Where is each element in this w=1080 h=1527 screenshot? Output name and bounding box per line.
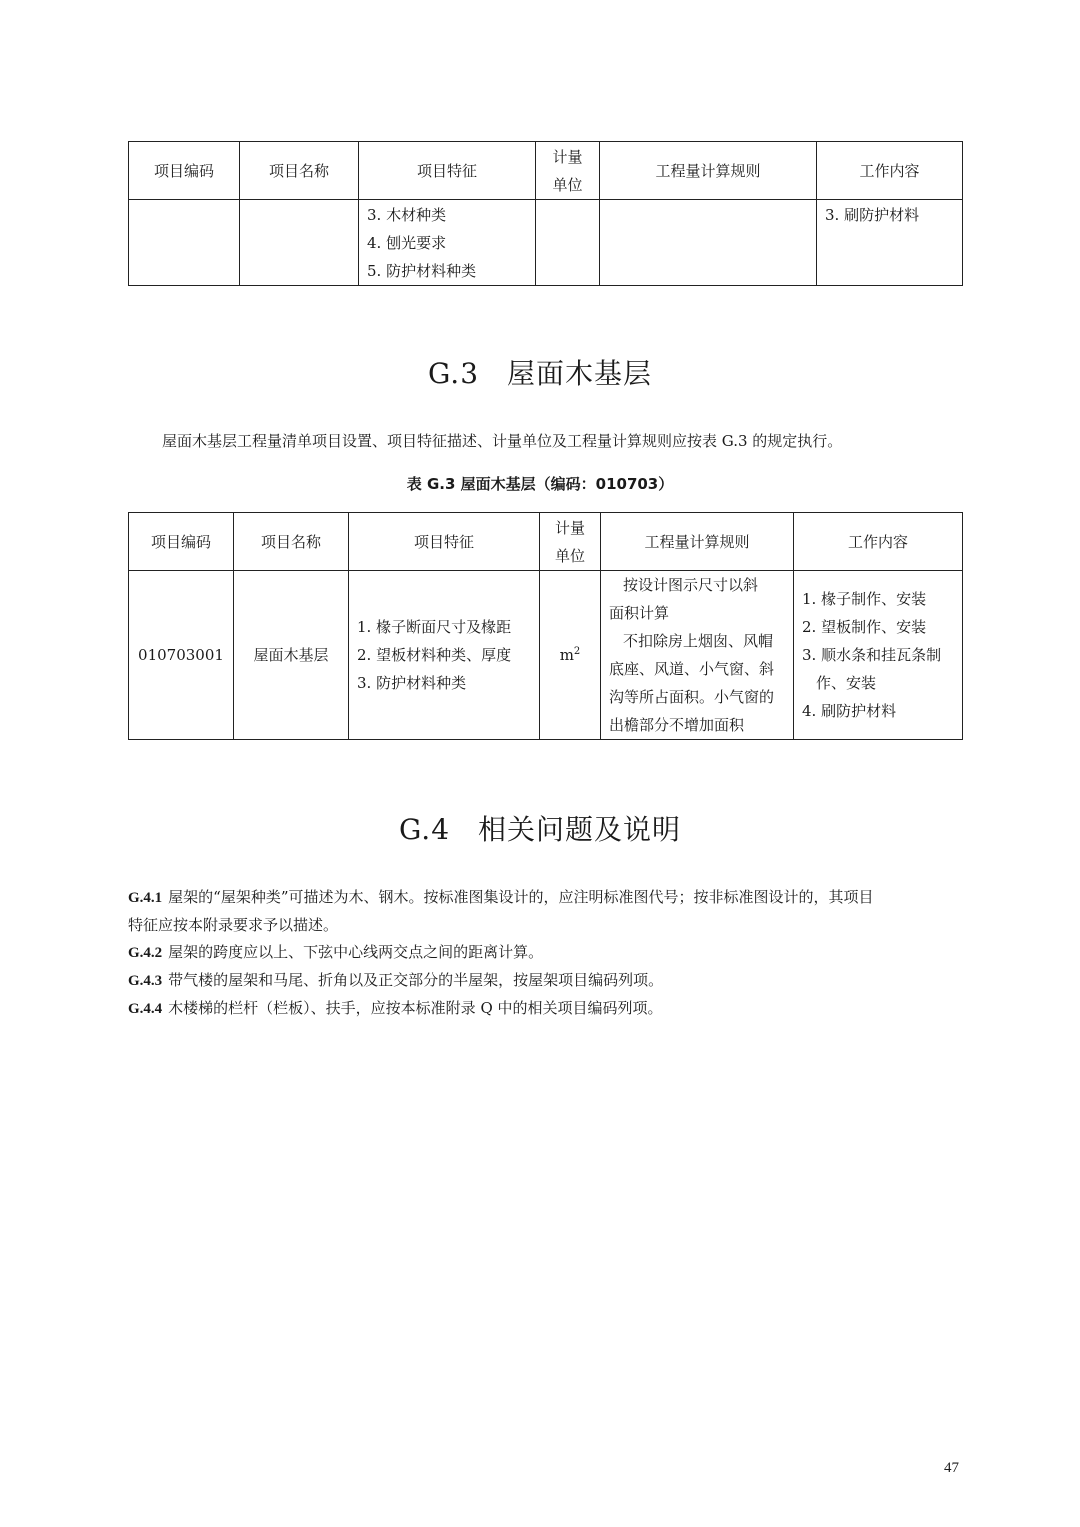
note-text: 特征应按本附录要求予以描述。 <box>128 916 339 934</box>
header-unit <box>536 142 600 200</box>
work-line: 3. 顺水条和挂瓦条制 <box>802 646 942 664</box>
table-row <box>129 571 963 740</box>
rule-line: 不扣除房上烟囱、风帽 <box>623 632 774 650</box>
cell-name: 屋面木基层 <box>234 571 349 740</box>
unit-exponent: 2 <box>573 646 581 657</box>
section-number: G.3 <box>427 357 480 390</box>
cell-rule <box>600 200 817 286</box>
note-text: 屋架的“屋架种类”可描述为木、钢木。按标准图集设计的，应注明标准图代号；按非标准图设计的，其项目 <box>168 888 874 906</box>
rule-line: 沟等所占面积。小气窗的 <box>609 688 775 706</box>
table-header-row <box>129 142 963 200</box>
note-item <box>128 995 962 1023</box>
cell-code: 010703001 <box>129 571 234 740</box>
rule-line: 按设计图示尺寸以斜 <box>623 576 759 594</box>
continued-spec-table <box>128 141 963 286</box>
rule-line: 出檐部分不增加面积 <box>609 716 745 734</box>
work-line: 4. 刷防护材料 <box>802 702 897 720</box>
note-text: 屋架的跨度应以上、下弦中心线两交点之间的距离计算。 <box>168 943 544 961</box>
note-item <box>128 939 962 967</box>
work-line: 3. 刷防护材料 <box>825 206 920 224</box>
section-intro: 屋面木基层工程量清单项目设置、项目特征描述、计量单位及工程量计算规则应按表 G.3 的规定执行。 <box>162 432 843 450</box>
rule-line: 底座、风道、小气窗、斜 <box>609 660 775 678</box>
note-id: G.4.4 <box>128 1001 163 1017</box>
feature-line: 3. 木材种类 <box>367 206 447 224</box>
note-item <box>128 884 962 912</box>
cell-features <box>349 571 540 740</box>
note-text: 带气楼的屋架和马尾、折角以及正交部分的半屋架，按屋架项目编码列项。 <box>168 971 664 989</box>
note-id: G.4.1 <box>128 890 163 906</box>
header-name: 项目名称 <box>234 513 349 571</box>
cell-features <box>359 200 536 286</box>
table-header-row <box>129 513 963 571</box>
feature-line: 4. 刨光要求 <box>367 234 447 252</box>
work-line: 2. 望板制作、安装 <box>802 618 927 636</box>
note-id: G.4.3 <box>128 973 163 989</box>
section-heading-g3 <box>0 352 1080 392</box>
header-code: 项目编码 <box>129 513 234 571</box>
feature-line: 3. 防护材料种类 <box>357 674 467 692</box>
work-line: 1. 椽子制作、安装 <box>802 590 927 608</box>
header-work: 工作内容 <box>794 513 963 571</box>
cell-work <box>817 200 963 286</box>
feature-line: 5. 防护材料种类 <box>367 262 477 280</box>
work-line: 作、安装 <box>816 674 877 692</box>
table-row <box>129 200 963 286</box>
rule-line: 面积计算 <box>609 604 670 622</box>
header-unit-line1: 计量 <box>552 147 583 166</box>
feature-line: 1. 椽子断面尺寸及椽距 <box>357 618 512 636</box>
header-features: 项目特征 <box>349 513 540 571</box>
cell-name <box>240 200 359 286</box>
header-unit-line1: 计量 <box>554 518 585 537</box>
header-unit <box>540 513 601 571</box>
notes-list <box>128 884 962 1023</box>
note-text: 木楼梯的栏杆（栏板）、扶手，应按本标准附录 Q 中的相关项目编码列项。 <box>168 999 663 1017</box>
section-number: G.4 <box>398 813 451 846</box>
unit-base: m <box>559 646 574 664</box>
cell-code <box>129 200 240 286</box>
header-unit-line2: 单位 <box>554 546 585 565</box>
section-heading-g4 <box>0 808 1080 848</box>
header-unit-line2: 单位 <box>552 175 583 194</box>
cell-unit <box>536 200 600 286</box>
page-number: 47 <box>944 1460 959 1476</box>
section-title: 相关问题及说明 <box>478 813 682 846</box>
note-item <box>128 967 962 995</box>
note-item <box>128 912 962 939</box>
feature-line: 2. 望板材料种类、厚度 <box>357 646 512 664</box>
cell-unit <box>540 571 601 740</box>
cell-rule <box>601 571 794 740</box>
header-rule: 工程量计算规则 <box>600 142 817 200</box>
table-g3 <box>128 512 963 740</box>
header-features: 项目特征 <box>359 142 536 200</box>
table-caption: 表 G.3 屋面木基层（编码：010703） <box>406 475 674 493</box>
note-id: G.4.2 <box>128 945 163 961</box>
header-rule: 工程量计算规则 <box>601 513 794 571</box>
section-title: 屋面木基层 <box>507 357 653 390</box>
cell-work <box>794 571 963 740</box>
header-work: 工作内容 <box>817 142 963 200</box>
header-name: 项目名称 <box>240 142 359 200</box>
header-code: 项目编码 <box>129 142 240 200</box>
